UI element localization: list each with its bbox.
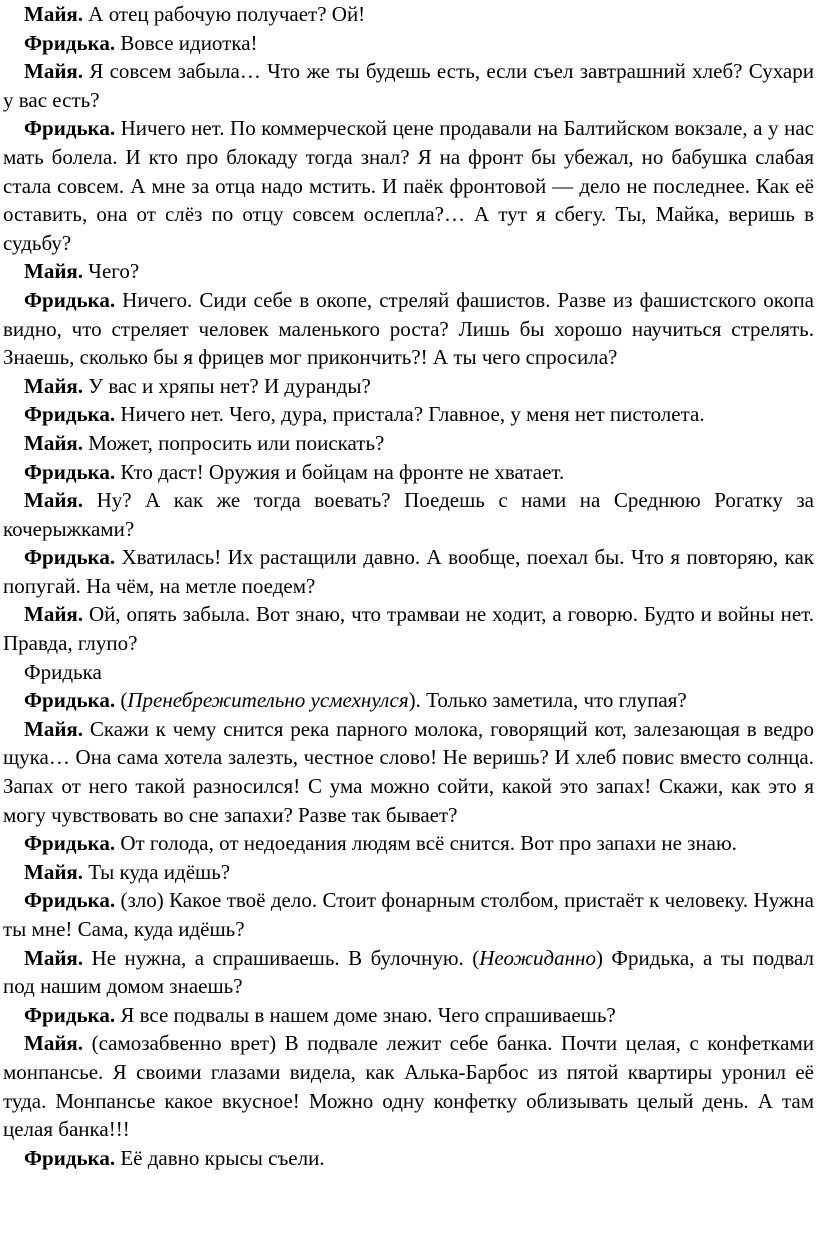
line-text: Ничего. Сиди себе в окопе, стреляй фашистов. Разве из фашистского окопа видно, что стреляет человек маленького роста? Лишь бы хорошо научиться стрелять. Знаешь, сколько бы я фрицев мог прикончить?! А ты чего спросила?	[3, 287, 814, 370]
stage-direction: Неожиданно	[479, 945, 596, 970]
line-text: (самозабвенно врет) В подвале лежит себе банка. Почти целая, с конфетками монпансье. Я своими глазами видела, как Алька-Барбос из пятой квартиры уронил её туда. Монпансье какое вкусное! Можно одну конфетку облизывать целый день. А там целая банка!!!	[3, 1031, 814, 1142]
line-text: Не нужна, а спрашиваешь. В булочную. (	[83, 945, 480, 970]
speaker-name: Фридька.	[24, 402, 116, 427]
line-text: Ну? А как же тогда воевать? Поедешь с нами на Среднюю Рогатку за кочерыжками?	[3, 488, 814, 541]
speaker-name: Майя.	[24, 945, 84, 970]
line-text: Я совсем забыла… Что же ты будешь есть, если съел завтрашний хлеб? Сухари у вас есть?	[3, 59, 814, 112]
speaker-name: Фридька.	[24, 116, 116, 141]
dialogue-line	[3, 57, 814, 114]
line-text: Ты куда идёшь?	[83, 859, 231, 884]
line-text: ). Только заметила, что глупая?	[408, 688, 687, 713]
line-text: Ой, опять забыла. Вот знаю, что трамваи не ходит, а говорю. Будто и войны нет. Правда, глупо?	[3, 602, 814, 656]
speaker-name: Фридька.	[24, 545, 116, 570]
speaker-name: Фридька.	[24, 1145, 116, 1170]
dialogue-line	[3, 1029, 814, 1143]
line-text: Кто даст! Оружия и бойцам на фронте не хватает.	[115, 459, 565, 484]
dialogue-line	[3, 886, 814, 943]
line-text: А отец рабочую получает? Ой!	[83, 2, 366, 26]
dialogue-line	[3, 1001, 814, 1030]
dialogue-line	[3, 858, 814, 887]
dialogue-line	[3, 257, 814, 286]
speaker-name: Фридька.	[24, 287, 116, 312]
line-text: (	[115, 688, 128, 713]
speaker-name: Фридька.	[24, 888, 116, 913]
dialogue-line	[3, 715, 814, 829]
line-text: Ничего нет. Чего, дура, пристала? Главное, у меня нет пистолета.	[115, 402, 705, 427]
plain-line-text: Фридька	[24, 659, 102, 684]
line-text: От голода, от недоедания людям всё снится. Вот про запахи не знаю.	[115, 831, 737, 856]
dialogue-line	[3, 400, 814, 429]
line-text: Её давно крысы съели.	[115, 1145, 325, 1170]
line-text: ) Фридька, а ты подвал под нашим домом знаешь?	[3, 945, 814, 999]
stage-direction: Пренебрежительно усмехнулся	[127, 688, 409, 713]
speaker-name: Майя.	[24, 430, 84, 455]
dialogue-line	[3, 543, 814, 600]
speaker-name: Майя.	[24, 602, 84, 627]
dialogue-line	[3, 600, 814, 657]
dialogue-line	[3, 1144, 814, 1173]
speaker-name: Фридька.	[24, 831, 116, 856]
dialogue-line	[3, 0, 814, 29]
speaker-heading	[3, 658, 814, 687]
speaker-name: Фридька.	[24, 1002, 116, 1027]
speaker-name: Майя.	[24, 488, 84, 513]
dialogue-line	[3, 286, 814, 372]
speaker-name: Майя.	[24, 259, 84, 284]
dialogue-line	[3, 486, 814, 543]
speaker-name: Майя.	[24, 373, 84, 398]
line-text: Хватилась! Их растащили давно. А вообще, поехал бы. Что я повторяю, как попугай. На чём, на метле поедем?	[3, 545, 814, 598]
line-text: Я все подвалы в нашем доме знаю. Чего спрашиваешь?	[115, 1002, 616, 1027]
line-text: У вас и хряпы нет? И дуранды?	[83, 373, 371, 398]
dialogue-line	[3, 829, 814, 858]
speaker-name: Майя.	[24, 716, 84, 741]
dialogue-line	[3, 429, 814, 458]
speaker-name: Майя.	[24, 1031, 84, 1056]
line-text: (зло) Какое твоё дело. Стоит фонарным столбом, пристаёт к человеку. Нужна ты мне! Сама, куда идёшь?	[3, 888, 814, 941]
speaker-name: Майя.	[24, 859, 84, 884]
line-text: Может, попросить или поискать?	[83, 430, 385, 455]
line-text: Ничего нет. По коммерческой цене продавали на Балтийском вокзале, а у нас мать болела. И кто про блокаду тогда знал? Я на фронт бы убежал, но бабушка слабая стала совсем. А мне за отца надо мстить. И паёк фронтовой — дело не последнее. Как её оставить, она от слёз по отцу совсем ослепла?… А тут я сбегу. Ты, Майка, веришь в судьбу?	[3, 116, 814, 255]
dialogue-line	[3, 686, 814, 715]
dialogue-line	[3, 458, 814, 487]
speaker-name: Фридька.	[24, 688, 116, 713]
speaker-name: Майя.	[24, 2, 84, 26]
dialogue-line	[3, 944, 814, 1001]
speaker-name: Майя.	[24, 59, 84, 84]
dialogue-line	[3, 29, 814, 58]
dialogue-line	[3, 372, 814, 401]
speaker-name: Фридька.	[24, 459, 116, 484]
dialogue-line	[3, 114, 814, 257]
line-text: Вовсе идиотка!	[115, 30, 258, 55]
line-text: Скажи к чему снится река парного молока, говорящий кот, залезающая в ведро щука… Она сама хотела залезть, честное слово! Не веришь? И хлеб повис вместо солнца. Запах от него такой разносился! С ума можно сойти, какой это запах! Скажи, как это я могу чувствовать во сне запахи? Разве так бывает?	[3, 716, 814, 827]
speaker-name: Фридька.	[24, 30, 116, 55]
line-text: Чего?	[83, 259, 140, 284]
